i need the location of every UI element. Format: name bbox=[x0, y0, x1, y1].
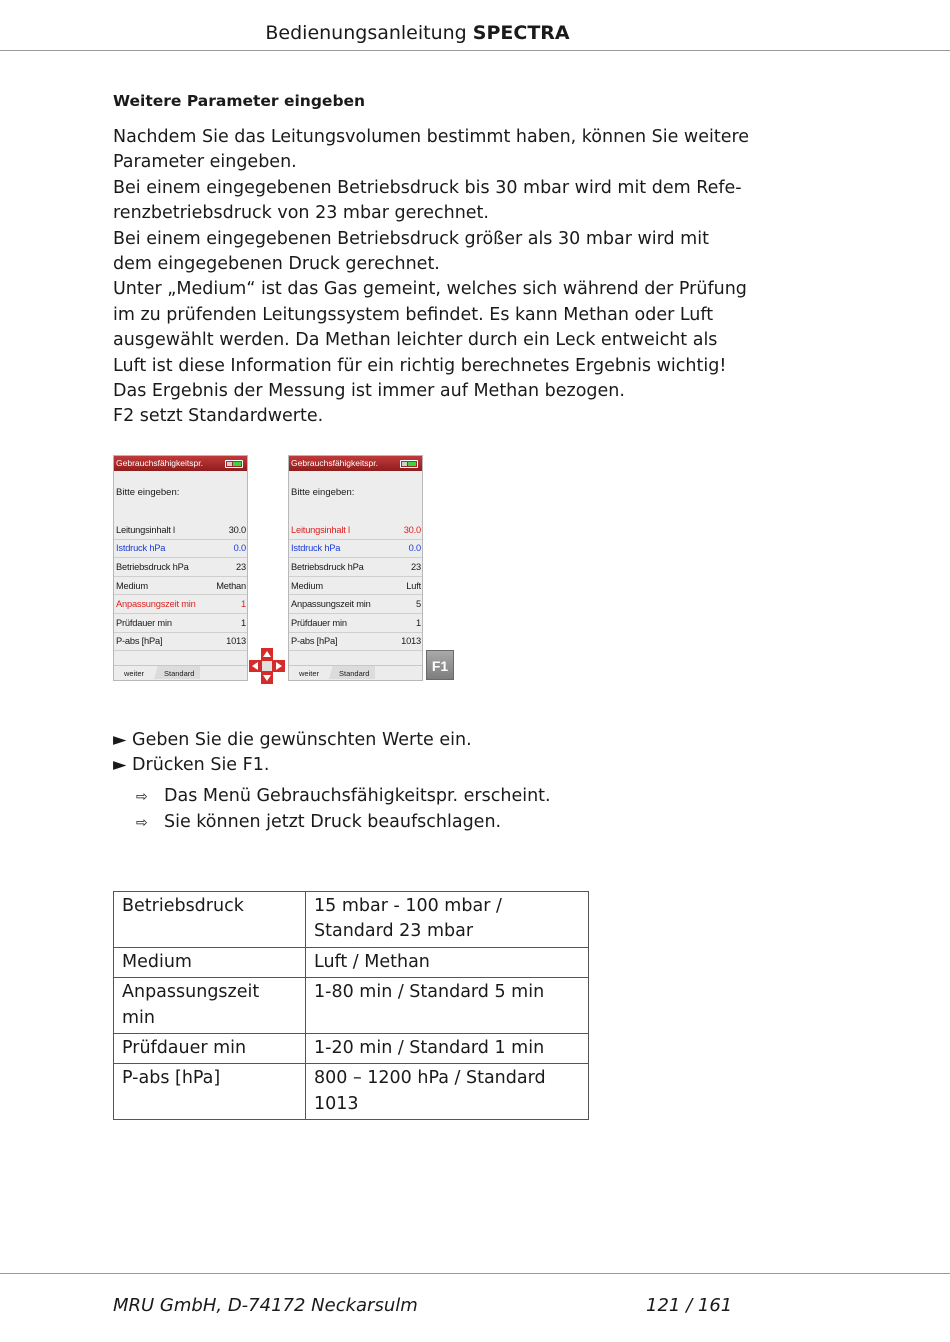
row-label: Prüfdauer min bbox=[116, 617, 172, 628]
row-value: 23 bbox=[236, 561, 246, 572]
row-value: 23 bbox=[411, 561, 421, 572]
footer-company: MRU GmbH, D-74172 Neckarsulm bbox=[113, 1295, 418, 1316]
row-value: 1 bbox=[416, 617, 421, 628]
screen-title-bar bbox=[114, 456, 247, 471]
instruction-steps bbox=[113, 728, 472, 779]
f1-key[interactable]: F1 bbox=[426, 650, 454, 680]
screen-row[interactable] bbox=[114, 633, 247, 652]
header-product: SPECTRA bbox=[472, 22, 570, 44]
row-value: 1 bbox=[241, 617, 246, 628]
row-value: 1013 bbox=[401, 636, 421, 647]
row-label: P-abs [hPa] bbox=[291, 636, 338, 647]
screen-row[interactable] bbox=[114, 595, 247, 614]
row-value: 5 bbox=[416, 599, 421, 610]
row-label: Anpassungszeit min bbox=[291, 599, 371, 610]
table-value-cell: 800 – 1200 hPa / Standard 1013 bbox=[306, 1064, 589, 1120]
result-item: ⇨ Das Menü Gebrauchsfähigkeitspr. erscheint. bbox=[136, 784, 551, 810]
row-value: 30.0 bbox=[228, 524, 246, 535]
table-value-cell: 1-80 min / Standard 5 min bbox=[306, 978, 589, 1034]
header-prefix: Bedienungsanleitung bbox=[265, 22, 467, 44]
screen-title: Gebrauchsfähigkeitspr. bbox=[291, 458, 378, 468]
result-arrow-icon: ⇨ bbox=[136, 789, 148, 805]
screen-row[interactable] bbox=[114, 540, 247, 559]
paragraph-line: Das Ergebnis der Messung ist immer auf Methan bezogen. bbox=[113, 381, 625, 402]
table-value-cell: Luft / Methan bbox=[306, 947, 589, 977]
table-row bbox=[114, 1064, 589, 1120]
table-param-cell: Prüfdauer min bbox=[114, 1034, 306, 1064]
screen-rows bbox=[114, 521, 247, 651]
row-value: 1013 bbox=[226, 636, 246, 647]
table-param-cell: Betriebsdruck bbox=[114, 892, 306, 948]
battery-icon bbox=[400, 460, 418, 468]
row-value: Luft bbox=[406, 580, 421, 591]
dpad-icon bbox=[249, 648, 285, 684]
result-item: ⇨ Sie können jetzt Druck beaufschlagen. bbox=[136, 810, 551, 836]
row-label: Medium bbox=[116, 580, 148, 591]
row-label: Prüfdauer min bbox=[291, 617, 347, 628]
row-label: P-abs [hPa] bbox=[116, 636, 163, 647]
table-param-cell: Medium bbox=[114, 947, 306, 977]
table-row bbox=[114, 978, 589, 1034]
battery-icon bbox=[225, 460, 243, 468]
row-label: Leitungsinhalt l bbox=[116, 524, 175, 535]
section-heading: Weitere Parameter eingeben bbox=[113, 92, 366, 110]
result-list bbox=[136, 784, 551, 837]
row-label: Medium bbox=[291, 580, 323, 591]
step-item: ► Geben Sie die gewünschten Werte ein. bbox=[113, 730, 472, 750]
paragraph-line: Unter „Medium“ ist das Gas gemeint, welches sich während der Prüfung bbox=[113, 279, 747, 300]
body-paragraph bbox=[113, 125, 753, 430]
table-value-cell: 1-20 min / Standard 1 min bbox=[306, 1034, 589, 1064]
row-value: Methan bbox=[216, 580, 246, 591]
row-label: Betriebsdruck hPa bbox=[291, 561, 364, 572]
softkey-bar bbox=[289, 665, 422, 680]
paragraph-line: Bei einem eingegebenen Betriebsdruck bis 30 mbar wird mit dem Refe- bbox=[113, 177, 742, 198]
paragraph-line: im zu prüfenden Leitungssystem befindet. Es kann Methan oder Luft bbox=[113, 304, 714, 325]
screen-row[interactable] bbox=[289, 633, 422, 652]
screen-row[interactable] bbox=[289, 595, 422, 614]
screen-row[interactable] bbox=[114, 558, 247, 577]
softkey-standard[interactable]: Standard bbox=[164, 669, 195, 678]
screen-row[interactable] bbox=[289, 577, 422, 596]
paragraph-line: F2 setzt Standardwerte. bbox=[113, 406, 324, 427]
screen-row[interactable] bbox=[289, 558, 422, 577]
footer-page-number: 121 / 161 bbox=[646, 1295, 733, 1316]
softkey-weiter[interactable]: weiter bbox=[124, 669, 145, 678]
header-rule bbox=[0, 50, 950, 51]
paragraph-line: ausgewählt werden. Da Methan leichter durch ein Leck entweicht als bbox=[113, 330, 718, 351]
screen-row[interactable] bbox=[114, 521, 247, 540]
row-label: Betriebsdruck hPa bbox=[116, 561, 189, 572]
parameter-table bbox=[113, 891, 589, 1120]
row-label: Anpassungszeit min bbox=[116, 599, 196, 610]
table-value-cell: 15 mbar - 100 mbar / Standard 23 mbar bbox=[306, 892, 589, 948]
softkey-bar bbox=[114, 665, 247, 680]
row-label: Istdruck hPa bbox=[291, 543, 341, 554]
row-value: 1 bbox=[241, 599, 246, 610]
screen-row[interactable] bbox=[289, 521, 422, 540]
paragraph-line: Luft ist diese Information für ein richtig berechnetes Ergebnis wichtig! bbox=[113, 355, 727, 376]
screen-row[interactable] bbox=[114, 577, 247, 596]
paragraph-line: renzbetriebsdruck von 23 mbar gerechnet. bbox=[113, 203, 489, 224]
step-item: ► Drücken Sie F1. bbox=[113, 755, 270, 776]
device-screen-1 bbox=[113, 455, 248, 681]
screen-title-bar bbox=[289, 456, 422, 471]
footer-rule bbox=[0, 1273, 950, 1274]
screen-row[interactable] bbox=[289, 540, 422, 559]
table-row bbox=[114, 892, 589, 948]
paragraph-line: Bei einem eingegebenen Betriebsdruck größer als 30 mbar wird mit bbox=[113, 228, 709, 249]
table-param-cell: P-abs [hPa] bbox=[114, 1064, 306, 1120]
row-value: 30.0 bbox=[403, 524, 421, 535]
screen-row[interactable] bbox=[289, 614, 422, 633]
table-param-cell: Anpassungszeit min bbox=[114, 978, 306, 1034]
result-arrow-icon: ⇨ bbox=[136, 815, 148, 832]
paragraph-line: dem eingegebenen Druck gerechnet. bbox=[113, 254, 440, 275]
paragraph-line: Parameter eingeben. bbox=[113, 152, 297, 173]
paragraph-line: Nachdem Sie das Leitungsvolumen bestimmt haben, können Sie weitere bbox=[113, 127, 750, 147]
screen-prompt: Bitte eingeben: bbox=[116, 487, 180, 498]
screen-rows bbox=[289, 521, 422, 651]
screen-row[interactable] bbox=[114, 614, 247, 633]
row-value: 0.0 bbox=[233, 543, 246, 554]
table-row bbox=[114, 947, 589, 977]
screen-title: Gebrauchsfähigkeitspr. bbox=[116, 458, 203, 468]
table-row bbox=[114, 1034, 589, 1064]
row-value: 0.0 bbox=[408, 543, 421, 554]
screen-prompt: Bitte eingeben: bbox=[291, 487, 355, 498]
row-label: Leitungsinhalt l bbox=[291, 524, 350, 535]
device-screen-2 bbox=[288, 455, 423, 681]
page-header bbox=[0, 22, 835, 44]
row-label: Istdruck hPa bbox=[116, 543, 166, 554]
softkey-weiter[interactable]: weiter bbox=[299, 669, 320, 678]
softkey-standard[interactable]: Standard bbox=[339, 669, 370, 678]
